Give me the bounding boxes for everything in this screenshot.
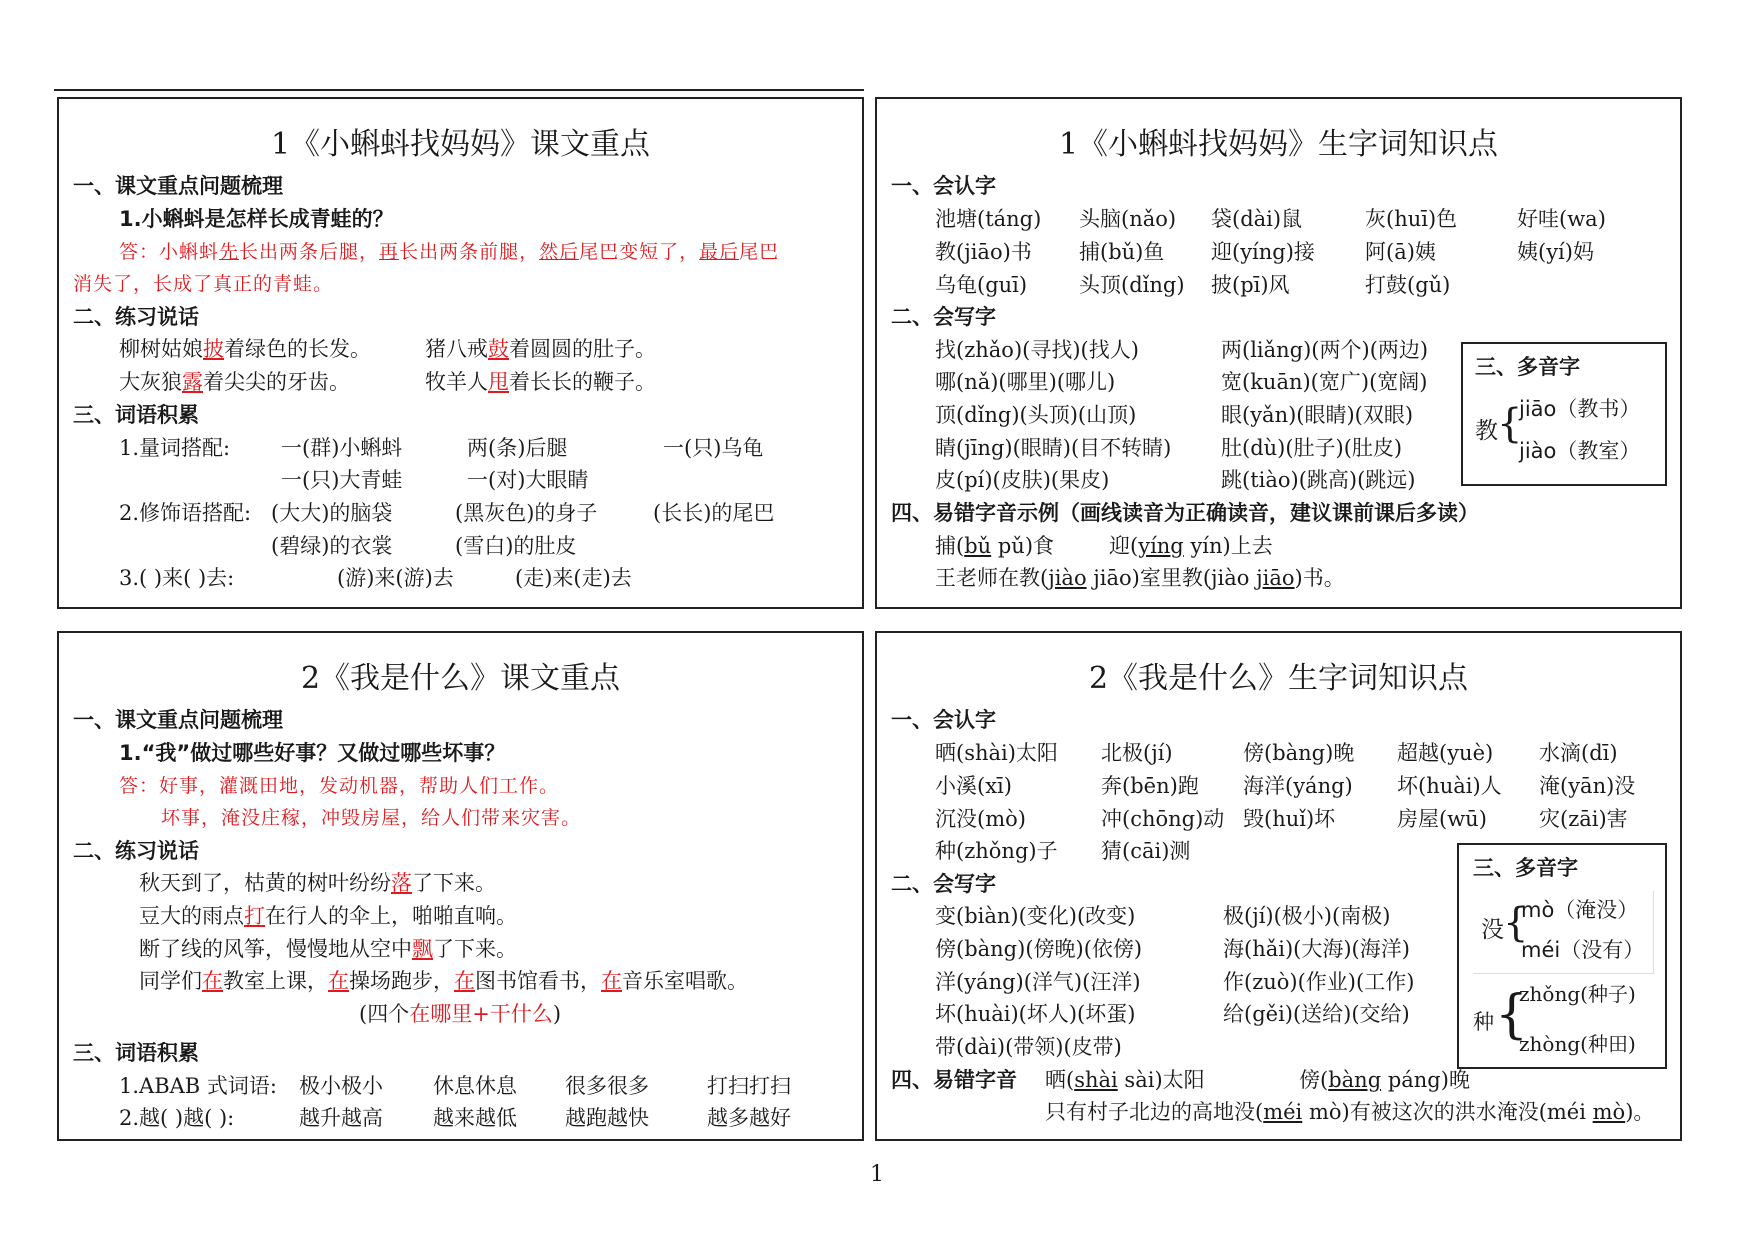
vocab-item: 打扫打扫 <box>707 1074 791 1098</box>
polyphone-reading: jiāo（教书） <box>1519 397 1641 421</box>
vocab-item: (走)来(走)去 <box>515 566 632 590</box>
talk-sentence: 猪八戒鼓着圆圆的肚子。 <box>425 337 656 361</box>
char-item: 教(jiāo)书 <box>935 240 1032 264</box>
write-item: 洋(yáng)(洋气)(汪洋) <box>935 970 1141 994</box>
talk-sentence: 柳树姑娘披着绿色的长发。 <box>119 337 371 361</box>
answer-line-2: 消失了，长成了真正的青蛙。 <box>73 273 334 295</box>
polyphone-heading: 三、多音字 <box>1473 856 1578 880</box>
vocab-item: 越来越低 <box>433 1106 517 1130</box>
brace-icon: { <box>1503 900 1529 946</box>
char-item: 好哇(wa) <box>1517 207 1606 231</box>
section-heading: 二、练习说话 <box>73 305 199 329</box>
talk-sentence: 豆大的雨点打在行人的伞上，啪啪直响。 <box>139 904 517 928</box>
section-heading: 三、词语积累 <box>73 403 199 427</box>
section-heading: 三、词语积累 <box>73 1041 199 1065</box>
section-heading: 二、练习说话 <box>73 839 199 863</box>
polyphone-char: 教 <box>1475 418 1498 444</box>
error-example: 只有村子北边的高地没(méi mò)有被这次的洪水淹没(méi mò)。 <box>1045 1100 1655 1124</box>
char-item: 阿(ā)姨 <box>1365 240 1436 264</box>
vocab-item: (黑灰色)的身子 <box>455 501 598 525</box>
answer-line-1: 答：小蝌蚪先长出两条后腿，再长出两条前腿，然后尾巴变短了，最后尾巴 <box>119 241 780 263</box>
vocab-item: (长长)的尾巴 <box>653 501 775 525</box>
polyphone-reading: zhòng(种田) <box>1519 1032 1636 1056</box>
char-item: 北极(jí) <box>1101 741 1173 765</box>
char-item: 种(zhǒng)子 <box>935 839 1058 863</box>
polyphone-char: 种 <box>1473 1010 1494 1034</box>
panel-lesson1-characters <box>875 97 1682 609</box>
char-item: 姨(yí)妈 <box>1517 240 1594 264</box>
char-item: 灾(zāi)害 <box>1539 807 1628 831</box>
error-example: 晒(shài sài)太阳 <box>1045 1068 1205 1092</box>
answer-line-1: 答：好事，灌溉田地，发动机器，帮助人们工作。 <box>119 775 560 797</box>
char-item: 捕(bǔ)鱼 <box>1079 240 1165 264</box>
error-example: 傍(bàng páng)晚 <box>1299 1068 1470 1092</box>
brace-icon: { <box>1497 401 1523 447</box>
char-item: 披(pī)风 <box>1211 273 1290 297</box>
panel-title: 1《小蝌蚪找妈妈》生字词知识点 <box>1058 127 1499 162</box>
talk-note: (四个在哪里+干什么) <box>359 1002 562 1026</box>
char-item: 冲(chōng)动 <box>1101 807 1225 831</box>
vocab-item: 极小极小 <box>299 1074 383 1098</box>
write-item: 作(zuò)(作业)(工作) <box>1223 970 1415 994</box>
write-item: 宽(kuān)(宽广)(宽阔) <box>1221 370 1428 394</box>
polyphone-reading: jiào（教室） <box>1519 439 1641 463</box>
write-item: 找(zhǎo)(寻找)(找人) <box>935 338 1139 362</box>
top-rule <box>54 89 864 91</box>
brace-icon: { <box>1495 985 1529 1045</box>
char-item: 猜(cāi)测 <box>1101 839 1191 863</box>
error-example: 迎(yíng yín)上去 <box>1109 534 1273 558</box>
vocab-item: (碧绿)的衣裳 <box>271 534 393 558</box>
section-heading: 一、会认字 <box>891 174 996 198</box>
section-heading: 二、会写字 <box>891 872 996 896</box>
char-item: 奔(bēn)跑 <box>1101 774 1199 798</box>
write-item: 跳(tiào)(跳高)(跳远) <box>1221 468 1416 492</box>
polyphone-box <box>1457 843 1667 1069</box>
vocab-item: (游)来(游)去 <box>337 566 454 590</box>
talk-sentence: 牧羊人甩着长长的鞭子。 <box>425 370 656 394</box>
polyphone-heading: 三、多音字 <box>1475 355 1580 379</box>
vocab-item: 一(只)大青蛙 <box>281 468 403 492</box>
char-item: 坏(huài)人 <box>1397 774 1502 798</box>
char-item: 袋(dài)鼠 <box>1211 207 1303 231</box>
panel-title: 2《我是什么》课文重点 <box>300 661 621 696</box>
vocab-label: 3.( )来( )去: <box>119 566 235 590</box>
polyphone-reading: zhǒng(种子) <box>1519 982 1636 1006</box>
talk-sentence: 同学们在教室上课，在操场跑步，在图书馆看书，在音乐室唱歌。 <box>139 969 748 993</box>
char-item: 头顶(dǐng) <box>1079 273 1185 297</box>
panel-lesson2-key-points <box>57 631 864 1141</box>
question: 1.“我”做过哪些好事？又做过哪些坏事？ <box>119 741 506 765</box>
answer-line-2: 坏事，淹没庄稼，冲毁房屋，给人们带来灾害。 <box>161 807 582 829</box>
talk-sentence: 秋天到了，枯黄的树叶纷纷落了下来。 <box>139 871 496 895</box>
vocab-item: (大大)的脑袋 <box>271 501 393 525</box>
char-item: 海洋(yáng) <box>1243 774 1353 798</box>
panel-lesson1-key-points <box>57 97 864 609</box>
question: 1.小蝌蚪是怎样长成青蛙的？ <box>119 207 394 231</box>
char-item: 超越(yuè) <box>1397 741 1494 765</box>
write-item: 肚(dù)(肚子)(肚皮) <box>1221 436 1403 460</box>
vocab-label: 2.越( )越( ): <box>119 1106 235 1130</box>
char-item: 灰(huī)色 <box>1365 207 1458 231</box>
char-item: 水滴(dī) <box>1539 741 1618 765</box>
panel-title: 1《小蝌蚪找妈妈》课文重点 <box>270 127 651 162</box>
write-item: 坏(huài)(坏人)(坏蛋) <box>935 1002 1136 1026</box>
write-item: 睛(jīng)(眼睛)(目不转睛) <box>935 436 1172 460</box>
polyphone-char: 没 <box>1481 917 1504 943</box>
char-item: 房屋(wū) <box>1397 807 1487 831</box>
write-item: 傍(bàng)(傍晚)(依傍) <box>935 937 1143 961</box>
vocab-label: 1.ABAB 式词语: <box>119 1074 277 1098</box>
write-item: 带(dài)(带领)(皮带) <box>935 1035 1122 1059</box>
vocab-item: 很多很多 <box>565 1074 649 1098</box>
polyphone-reading: méi（没有） <box>1521 938 1645 962</box>
talk-sentence: 断了线的风筝，慢慢地从空中飘了下来。 <box>139 937 517 961</box>
write-item: 哪(nǎ)(哪里)(哪儿) <box>935 370 1116 394</box>
char-item: 小溪(xī) <box>935 774 1012 798</box>
vocab-item: (雪白)的肚皮 <box>455 534 577 558</box>
vocab-label: 1.量词搭配: <box>119 436 231 460</box>
char-item: 头脑(nǎo) <box>1079 207 1177 231</box>
section-heading: 二、会写字 <box>891 305 996 329</box>
vocab-label: 2.修饰语搭配: <box>119 501 252 525</box>
vocab-item: 越跑越快 <box>565 1106 649 1130</box>
talk-sentence: 大灰狼露着尖尖的牙齿。 <box>119 370 350 394</box>
char-item: 淹(yān)没 <box>1539 774 1636 798</box>
char-item: 打鼓(gǔ) <box>1365 273 1451 297</box>
char-item: 乌龟(guī) <box>935 273 1028 297</box>
vocab-item: 两(条)后腿 <box>467 436 568 460</box>
vocab-item: 一(群)小蝌蚪 <box>281 436 403 460</box>
section-heading: 一、会认字 <box>891 708 996 732</box>
vocab-item: 越多越好 <box>707 1106 791 1130</box>
error-example: 捕(bǔ pǔ)食 <box>935 534 1055 558</box>
section-heading: 一、课文重点问题梳理 <box>73 174 283 198</box>
panel-lesson2-characters <box>875 631 1682 1141</box>
char-item: 池塘(táng) <box>935 207 1042 231</box>
vocab-item: 一(对)大眼睛 <box>467 468 589 492</box>
write-item: 顶(dǐng)(头顶)(山顶) <box>935 403 1137 427</box>
write-item: 变(biàn)(变化)(改变) <box>935 904 1136 928</box>
vocab-item: 休息休息 <box>433 1074 517 1098</box>
panel-title: 2《我是什么》生字词知识点 <box>1088 661 1469 696</box>
char-item: 晒(shài)太阳 <box>935 741 1058 765</box>
section-heading: 四、易错字音示例（画线读音为正确读音，建议课前课后多读） <box>891 501 1479 525</box>
polyphone-reading: mò（淹没） <box>1521 898 1639 922</box>
vocab-item: 一(只)乌龟 <box>663 436 764 460</box>
write-item: 给(gěi)(送给)(交给) <box>1223 1002 1410 1026</box>
section-heading: 四、易错字音 <box>891 1068 1017 1092</box>
error-example: 王老师在教(jiào jiāo)室里教(jiào jiāo)书。 <box>935 566 1345 590</box>
write-item: 极(jí)(极小)(南极) <box>1223 904 1391 928</box>
section-heading: 一、课文重点问题梳理 <box>73 708 283 732</box>
vocab-item: 越升越高 <box>299 1106 383 1130</box>
char-item: 迎(yíng)接 <box>1211 240 1315 264</box>
polyphone-box <box>1461 342 1667 486</box>
write-item: 海(hǎi)(大海)(海洋) <box>1223 937 1410 961</box>
char-item: 傍(bàng)晚 <box>1243 741 1355 765</box>
write-item: 眼(yǎn)(眼睛)(双眼) <box>1221 403 1414 427</box>
page-number: 1 <box>870 1162 884 1187</box>
char-item: 沉没(mò) <box>935 807 1026 831</box>
write-item: 皮(pí)(皮肤)(果皮) <box>935 468 1110 492</box>
char-item: 毁(huǐ)坏 <box>1243 807 1336 831</box>
write-item: 两(liǎng)(两个)(两边) <box>1221 338 1429 362</box>
